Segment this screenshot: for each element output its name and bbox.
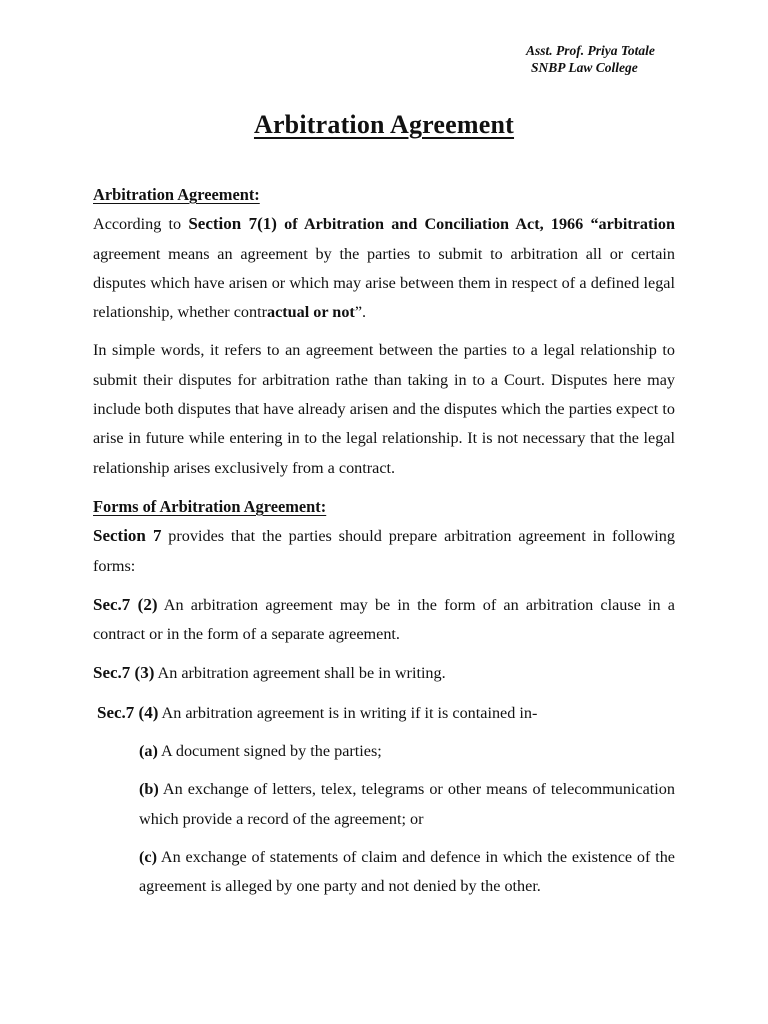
section7-intro-text: provides that the parties should prepare arbitration agreement in following forms:: [93, 527, 675, 575]
paragraph-sec-7-3: [93, 658, 675, 688]
sec-7-2-text: An arbitration agreement may be in the form of an arbitration clause in a contract or in the form of a separate agreement.: [93, 595, 675, 644]
page-title: Arbitration Agreement: [253, 110, 515, 139]
paragraph-simple-words: In simple words, it refers to an agreement between the parties to a legal relationship to submit their disputes for arbitration rathe than taking in to a Court. Disputes here may include both disputes that have already arisen and the disputes which the parties expect to arise in future while entering in to the legal relationship. It is not necessary that the legal relationship arises exclusively from a contract.: [93, 341, 675, 477]
sec-7-2-label: Sec.7 (2): [93, 594, 158, 614]
author-block: [500, 42, 740, 76]
section-heading-forms: Forms of Arbitration Agreement:: [93, 496, 327, 516]
sec-7-4-label: Sec.7 (4): [97, 702, 159, 722]
section-heading-arbitration-agreement: Arbitration Agreement:: [93, 185, 260, 204]
sec-7-3-text: An arbitration agreement shall be in writing.: [154, 664, 446, 683]
definition-end: ”.: [354, 303, 367, 322]
list-item-a: [139, 737, 675, 766]
document-body: [93, 180, 675, 902]
sec-7-4-text: An arbitration agreement is in writing if it is contained in-: [158, 703, 538, 722]
author-institution: SNBP Law College: [531, 60, 638, 75]
paragraph-sec-7-2: [93, 590, 675, 650]
definition-body: agreement means an agreement by the parties to submit to arbitration all or certain disputes which have arisen or which may arise between them in respect of a defined legal relationship, whether contr: [93, 244, 675, 322]
list-item-b-text: An exchange of letters, telex, telegrams or other means of telecommunication which provide a record of the agreement; or: [139, 780, 675, 828]
author-name: Asst. Prof. Priya Totale: [526, 43, 655, 58]
definition-act-ref: of Arbitration and Conciliation Act, 1966 “arbitration: [276, 215, 675, 234]
paragraph-definition: [93, 209, 675, 327]
paragraph-section7-intro: [93, 521, 675, 581]
list-item-a-text: A document signed by the parties;: [157, 742, 382, 761]
section7-label: Section 7: [93, 526, 162, 546]
definition-section-ref: Section 7(1): [188, 214, 277, 234]
definition-bold-tail: actual or not: [266, 303, 355, 322]
list-item-b-label: (b): [139, 780, 159, 799]
definition-prefix: According to: [93, 215, 189, 234]
list-item-b: [139, 775, 675, 834]
list-item-c-text: An exchange of statements of claim and defence in which the existence of the agreement is alleged by one party and not denied by the other.: [139, 847, 675, 896]
list-item-c-label: (c): [139, 847, 157, 866]
list-item-c: [139, 843, 675, 902]
list-item-a-label: (a): [139, 742, 158, 761]
paragraph-sec-7-4: [93, 698, 675, 728]
sec-7-3-label: Sec.7 (3): [93, 663, 155, 683]
